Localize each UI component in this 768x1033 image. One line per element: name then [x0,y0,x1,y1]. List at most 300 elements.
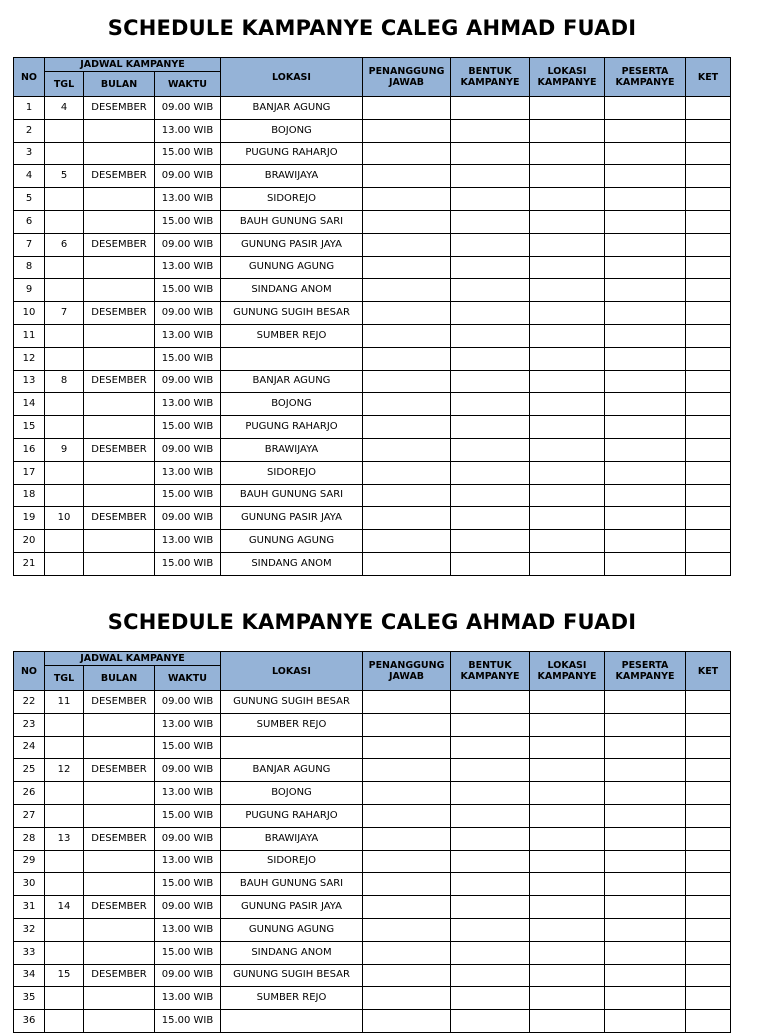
cell-ket [686,461,731,484]
cell-lokasi-kampanye [530,97,605,120]
cell-ket [686,827,731,850]
cell-lokasi-kampanye [530,782,605,805]
cell-bulan: DESEMBER [84,691,155,714]
cell-no: 15 [14,416,45,439]
cell-ket [686,233,731,256]
cell-lokasi: BRAWIJAYA [221,438,363,461]
cell-lokasi: SUMBER REJO [221,987,363,1010]
cell-bentuk-kampanye [451,347,530,370]
cell-lokasi: GUNUNG SUGIH BESAR [221,302,363,325]
cell-waktu: 09.00 WIB [155,827,221,850]
cell-no: 5 [14,188,45,211]
cell-bulan [84,552,155,575]
cell-peserta-kampanye [605,713,686,736]
cell-waktu: 13.00 WIB [155,324,221,347]
table-row [14,507,731,530]
cell-lokasi-kampanye [530,713,605,736]
cell-peserta-kampanye [605,233,686,256]
cell-no: 18 [14,484,45,507]
header-lokasi: LOKASI [221,58,363,97]
page-title: SCHEDULE KAMPANYE CALEG AHMAD FUADI [107,16,637,40]
cell-waktu: 15.00 WIB [155,210,221,233]
cell-peserta-kampanye [605,736,686,759]
table-row [14,461,731,484]
cell-waktu: 09.00 WIB [155,165,221,188]
cell-penanggung-jawab [363,210,451,233]
cell-bulan [84,416,155,439]
cell-bentuk-kampanye [451,119,530,142]
header-bulan: BULAN [84,666,155,691]
cell-penanggung-jawab [363,256,451,279]
cell-waktu: 09.00 WIB [155,896,221,919]
cell-bulan [84,347,155,370]
cell-penanggung-jawab [363,233,451,256]
cell-lokasi: SINDANG ANOM [221,552,363,575]
cell-bulan [84,530,155,553]
cell-waktu: 15.00 WIB [155,873,221,896]
cell-bentuk-kampanye [451,552,530,575]
cell-lokasi-kampanye [530,896,605,919]
cell-peserta-kampanye [605,347,686,370]
cell-ket [686,370,731,393]
cell-bentuk-kampanye [451,736,530,759]
cell-bentuk-kampanye [451,370,530,393]
cell-ket [686,142,731,165]
table-row [14,552,731,575]
cell-tgl: 10 [45,507,84,530]
cell-tgl [45,256,84,279]
cell-lokasi: SUMBER REJO [221,324,363,347]
table-row [14,759,731,782]
cell-no: 35 [14,987,45,1010]
cell-tgl [45,324,84,347]
cell-no: 25 [14,759,45,782]
table-row [14,987,731,1010]
cell-peserta-kampanye [605,941,686,964]
cell-peserta-kampanye [605,759,686,782]
cell-lokasi: GUNUNG PASIR JAYA [221,896,363,919]
cell-bentuk-kampanye [451,941,530,964]
cell-bentuk-kampanye [451,530,530,553]
cell-tgl [45,918,84,941]
cell-tgl [45,873,84,896]
table-row [14,964,731,987]
cell-tgl [45,188,84,211]
cell-no: 14 [14,393,45,416]
cell-waktu: 13.00 WIB [155,256,221,279]
cell-waktu: 13.00 WIB [155,188,221,211]
cell-waktu: 15.00 WIB [155,484,221,507]
cell-bentuk-kampanye [451,896,530,919]
cell-lokasi-kampanye [530,759,605,782]
cell-ket [686,507,731,530]
cell-bentuk-kampanye [451,918,530,941]
cell-no: 31 [14,896,45,919]
cell-lokasi: BAUH GUNUNG SARI [221,210,363,233]
cell-bentuk-kampanye [451,804,530,827]
cell-ket [686,713,731,736]
cell-bentuk-kampanye [451,233,530,256]
page-title-2: SCHEDULE KAMPANYE CALEG AHMAD FUADI [107,610,637,634]
cell-tgl [45,1010,84,1033]
cell-lokasi-kampanye [530,165,605,188]
cell-bentuk-kampanye [451,713,530,736]
table-row [14,873,731,896]
table-row [14,142,731,165]
cell-lokasi [221,1010,363,1033]
cell-no: 11 [14,324,45,347]
cell-peserta-kampanye [605,691,686,714]
cell-penanggung-jawab [363,736,451,759]
header-no: NO [14,58,45,97]
cell-penanggung-jawab [363,416,451,439]
cell-peserta-kampanye [605,188,686,211]
cell-bentuk-kampanye [451,782,530,805]
cell-lokasi-kampanye [530,552,605,575]
cell-penanggung-jawab [363,279,451,302]
cell-no: 6 [14,210,45,233]
table-row [14,896,731,919]
cell-no: 21 [14,552,45,575]
cell-lokasi: GUNUNG PASIR JAYA [221,233,363,256]
cell-ket [686,416,731,439]
cell-bentuk-kampanye [451,188,530,211]
cell-bulan [84,987,155,1010]
cell-bulan: DESEMBER [84,370,155,393]
cell-peserta-kampanye [605,370,686,393]
cell-no: 30 [14,873,45,896]
cell-bentuk-kampanye [451,691,530,714]
table-row [14,165,731,188]
cell-lokasi-kampanye [530,256,605,279]
cell-waktu: 15.00 WIB [155,1010,221,1033]
cell-waktu: 09.00 WIB [155,691,221,714]
schedule-table-body [14,691,731,1033]
cell-lokasi: SIDOREJO [221,461,363,484]
cell-peserta-kampanye [605,964,686,987]
cell-waktu: 09.00 WIB [155,97,221,120]
cell-waktu: 13.00 WIB [155,530,221,553]
cell-bulan [84,188,155,211]
cell-lokasi-kampanye [530,804,605,827]
cell-penanggung-jawab [363,324,451,347]
cell-bulan [84,256,155,279]
cell-lokasi-kampanye [530,233,605,256]
cell-no: 10 [14,302,45,325]
table-row [14,370,731,393]
cell-lokasi-kampanye [530,873,605,896]
cell-lokasi: BOJONG [221,119,363,142]
cell-bentuk-kampanye [451,507,530,530]
cell-bentuk-kampanye [451,850,530,873]
cell-bulan: DESEMBER [84,964,155,987]
cell-tgl: 15 [45,964,84,987]
cell-lokasi: GUNUNG AGUNG [221,256,363,279]
cell-waktu: 09.00 WIB [155,759,221,782]
cell-peserta-kampanye [605,987,686,1010]
cell-ket [686,873,731,896]
cell-bulan [84,713,155,736]
cell-lokasi-kampanye [530,210,605,233]
cell-tgl [45,530,84,553]
table-row [14,279,731,302]
cell-peserta-kampanye [605,873,686,896]
cell-lokasi-kampanye [530,416,605,439]
cell-ket [686,302,731,325]
cell-bulan [84,782,155,805]
cell-waktu: 13.00 WIB [155,393,221,416]
cell-peserta-kampanye [605,804,686,827]
cell-penanggung-jawab [363,850,451,873]
cell-waktu: 15.00 WIB [155,347,221,370]
cell-ket [686,484,731,507]
header-bulan: BULAN [84,72,155,97]
cell-waktu: 13.00 WIB [155,987,221,1010]
cell-bentuk-kampanye [451,987,530,1010]
cell-tgl: 13 [45,827,84,850]
cell-no: 28 [14,827,45,850]
cell-bentuk-kampanye [451,324,530,347]
cell-bentuk-kampanye [451,827,530,850]
cell-lokasi-kampanye [530,850,605,873]
cell-bentuk-kampanye [451,461,530,484]
cell-ket [686,188,731,211]
cell-bulan: DESEMBER [84,507,155,530]
cell-no: 9 [14,279,45,302]
cell-tgl: 6 [45,233,84,256]
cell-tgl [45,484,84,507]
cell-lokasi: BRAWIJAYA [221,827,363,850]
cell-no: 24 [14,736,45,759]
header-peserta-kampanye: PESERTA KAMPANYE [605,652,686,691]
cell-lokasi-kampanye [530,530,605,553]
header-lokasi-kampanye: LOKASI KAMPANYE [530,58,605,97]
cell-penanggung-jawab [363,918,451,941]
cell-lokasi: BANJAR AGUNG [221,97,363,120]
table-row [14,416,731,439]
cell-waktu: 13.00 WIB [155,461,221,484]
cell-ket [686,279,731,302]
cell-ket [686,736,731,759]
cell-bulan [84,393,155,416]
cell-no: 23 [14,713,45,736]
cell-lokasi: BAUH GUNUNG SARI [221,484,363,507]
table-row [14,736,731,759]
cell-bulan [84,918,155,941]
cell-peserta-kampanye [605,279,686,302]
cell-bentuk-kampanye [451,279,530,302]
cell-lokasi: BANJAR AGUNG [221,370,363,393]
cell-penanggung-jawab [363,759,451,782]
cell-no: 2 [14,119,45,142]
cell-tgl [45,850,84,873]
cell-lokasi: SIDOREJO [221,850,363,873]
cell-no: 29 [14,850,45,873]
cell-bulan [84,1010,155,1033]
cell-no: 3 [14,142,45,165]
cell-tgl: 5 [45,165,84,188]
header-lokasi-kampanye: LOKASI KAMPANYE [530,652,605,691]
cell-tgl [45,142,84,165]
cell-bulan [84,210,155,233]
cell-waktu: 09.00 WIB [155,302,221,325]
cell-lokasi: SINDANG ANOM [221,279,363,302]
cell-waktu: 15.00 WIB [155,736,221,759]
cell-bentuk-kampanye [451,302,530,325]
cell-no: 22 [14,691,45,714]
cell-no: 33 [14,941,45,964]
table-row [14,691,731,714]
cell-penanggung-jawab [363,804,451,827]
cell-lokasi: BRAWIJAYA [221,165,363,188]
cell-peserta-kampanye [605,416,686,439]
cell-penanggung-jawab [363,873,451,896]
cell-ket [686,941,731,964]
cell-bulan [84,324,155,347]
cell-bentuk-kampanye [451,142,530,165]
cell-bentuk-kampanye [451,484,530,507]
cell-peserta-kampanye [605,918,686,941]
cell-lokasi [221,736,363,759]
cell-lokasi-kampanye [530,324,605,347]
cell-tgl [45,552,84,575]
table-row [14,850,731,873]
cell-tgl [45,279,84,302]
cell-lokasi-kampanye [530,279,605,302]
cell-bentuk-kampanye [451,1010,530,1033]
cell-penanggung-jawab [363,827,451,850]
cell-no: 13 [14,370,45,393]
cell-lokasi-kampanye [530,691,605,714]
cell-tgl [45,416,84,439]
cell-lokasi: SINDANG ANOM [221,941,363,964]
cell-ket [686,896,731,919]
cell-bulan [84,461,155,484]
schedule-table-2 [13,651,731,1033]
cell-lokasi: SIDOREJO [221,188,363,211]
cell-penanggung-jawab [363,530,451,553]
cell-tgl: 8 [45,370,84,393]
header-tgl: TGL [45,72,84,97]
cell-lokasi: GUNUNG SUGIH BESAR [221,691,363,714]
table-row [14,782,731,805]
table-row [14,941,731,964]
cell-peserta-kampanye [605,142,686,165]
cell-waktu: 09.00 WIB [155,233,221,256]
cell-lokasi: SUMBER REJO [221,713,363,736]
cell-lokasi-kampanye [530,918,605,941]
cell-penanggung-jawab [363,188,451,211]
cell-waktu: 09.00 WIB [155,964,221,987]
table-row [14,918,731,941]
cell-no: 19 [14,507,45,530]
cell-peserta-kampanye [605,461,686,484]
cell-ket [686,850,731,873]
cell-ket [686,918,731,941]
cell-bentuk-kampanye [451,416,530,439]
cell-bulan [84,941,155,964]
cell-tgl: 7 [45,302,84,325]
cell-lokasi: GUNUNG AGUNG [221,918,363,941]
cell-ket [686,393,731,416]
table-row [14,438,731,461]
header-waktu: WAKTU [155,72,221,97]
cell-bulan [84,484,155,507]
cell-lokasi [221,347,363,370]
cell-tgl [45,713,84,736]
cell-peserta-kampanye [605,165,686,188]
cell-peserta-kampanye [605,210,686,233]
header-no: NO [14,652,45,691]
cell-penanggung-jawab [363,1010,451,1033]
cell-peserta-kampanye [605,393,686,416]
table-row [14,188,731,211]
cell-peserta-kampanye [605,302,686,325]
schedule-table-body [14,97,731,576]
cell-ket [686,964,731,987]
table-row [14,1010,731,1033]
cell-no: 34 [14,964,45,987]
cell-peserta-kampanye [605,484,686,507]
cell-tgl [45,736,84,759]
cell-peserta-kampanye [605,896,686,919]
cell-no: 36 [14,1010,45,1033]
table-row [14,827,731,850]
cell-lokasi: GUNUNG AGUNG [221,530,363,553]
cell-bulan: DESEMBER [84,97,155,120]
cell-lokasi-kampanye [530,188,605,211]
cell-peserta-kampanye [605,1010,686,1033]
cell-penanggung-jawab [363,964,451,987]
cell-peserta-kampanye [605,119,686,142]
cell-peserta-kampanye [605,507,686,530]
cell-lokasi: PUGUNG RAHARJO [221,804,363,827]
cell-waktu: 09.00 WIB [155,507,221,530]
cell-tgl [45,941,84,964]
cell-penanggung-jawab [363,484,451,507]
cell-lokasi-kampanye [530,302,605,325]
cell-bulan: DESEMBER [84,233,155,256]
header-penanggung-jawab: PENANGGUNG JAWAB [363,652,451,691]
cell-ket [686,438,731,461]
table-row [14,233,731,256]
cell-penanggung-jawab [363,347,451,370]
cell-no: 20 [14,530,45,553]
table-row [14,97,731,120]
cell-lokasi: BAUH GUNUNG SARI [221,873,363,896]
cell-lokasi: PUGUNG RAHARJO [221,416,363,439]
cell-waktu: 15.00 WIB [155,552,221,575]
cell-bulan: DESEMBER [84,896,155,919]
cell-ket [686,691,731,714]
cell-penanggung-jawab [363,370,451,393]
cell-bulan: DESEMBER [84,827,155,850]
cell-tgl [45,119,84,142]
cell-lokasi-kampanye [530,827,605,850]
header-penanggung-jawab: PENANGGUNG JAWAB [363,58,451,97]
cell-tgl [45,987,84,1010]
header-tgl: TGL [45,666,84,691]
cell-tgl [45,461,84,484]
cell-lokasi-kampanye [530,370,605,393]
cell-penanggung-jawab [363,507,451,530]
table-row [14,210,731,233]
cell-penanggung-jawab [363,165,451,188]
cell-no: 1 [14,97,45,120]
table-row [14,347,731,370]
cell-bentuk-kampanye [451,393,530,416]
cell-waktu: 13.00 WIB [155,119,221,142]
